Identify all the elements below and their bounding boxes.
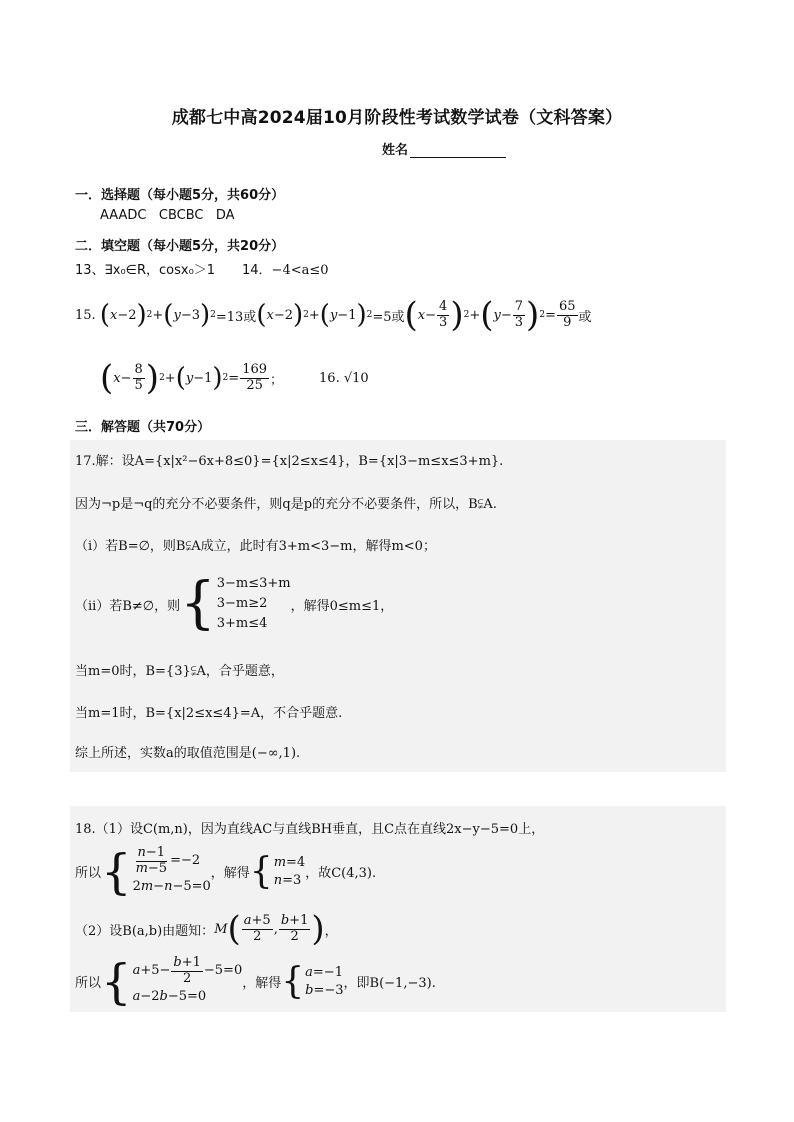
page-title: 成都七中高2024届10月阶段性考试数学试卷（文科答案） bbox=[171, 108, 623, 128]
answer-14-number: 14． bbox=[242, 263, 272, 278]
answer-14-value: −4<a≤0 bbox=[271, 263, 329, 278]
p17-ineq-1: 3−m≤3+m bbox=[216, 576, 291, 591]
answer-15-number: 15. bbox=[75, 307, 96, 323]
p18-result-1: ，故C(4,3). bbox=[305, 866, 377, 881]
p17-line-4 bbox=[75, 571, 394, 637]
p17-ineq-3: 3+m≤4 bbox=[216, 616, 268, 632]
p17-line-5: 当m=0时，B={3}⫋A，合乎题意， bbox=[75, 664, 284, 679]
p17-case-2-label: （ii）若B≠∅，则 bbox=[75, 598, 181, 614]
answer-15-line-2: ( x − $\frac{8}{5}$ ) 2 + ( y −1 ) 2 = $\frac{169}{25}$ ； 16. √10 bbox=[100, 358, 369, 398]
problem-17-block bbox=[70, 440, 726, 772]
p18-line-4: 所以 { a +5− $\frac{b+1}{2}$ −5=0 a −2 b −5=0 ，解得 { a=−1 b=−3 ，即B(−1,−3). bbox=[75, 953, 436, 1010]
p18-line-2: 所以 { $\frac{n-1}{m-5}$ =−2 2 m − n −5=0 ，解得 { m=4 n=3 ，故C(4,3). bbox=[75, 843, 377, 900]
choice-answers: AAADC CBCBC DA bbox=[100, 208, 235, 223]
p17-inequality-system: { 3−m≤3+m 3−m≥2 3+m≤4 bbox=[180, 571, 291, 637]
p18-solve-label-2: ，解得 bbox=[242, 976, 282, 991]
answer-16: 16. √10 bbox=[319, 370, 369, 386]
answer-15-line-1: 15. ( x −2 ) 2 + ( y −3 ) 2 =13或 ( x −2 ) 2 + ( y −1 ) 2 =5或 ( x − $\frac{4}{3}$ ) 2 + ( y − $\frac{7}{3}$ ) 2 = $\frac{65}{9}$ 或 bbox=[75, 295, 592, 335]
p17-ineq-2: 3−m≥2 bbox=[216, 596, 268, 612]
p18-line-3: （2）设B(a,b)由题知： M ( $\frac{a+5}{2}$ , $\frac{b+1}{2}$ ) ， bbox=[75, 909, 338, 949]
p17-line-6: 当m=1时，B={x|2≤x≤4}=A，不合乎题意. bbox=[75, 706, 343, 721]
p17-case-2-result: ，解得0≤m≤1， bbox=[290, 598, 394, 614]
section-2-heading: 二．填空题（每小题5分，共20分） bbox=[75, 239, 285, 254]
p18-result-2: ，即B(−1,−3). bbox=[343, 976, 436, 991]
p18-solve-label-1: ，解得 bbox=[210, 866, 250, 881]
problem-18-block bbox=[70, 806, 726, 1012]
answer-14 bbox=[242, 259, 329, 278]
p18-line-1: 18.（1）设C(m,n)，因为直线AC与直线BH垂直，且C点在直线2x−y−5=0上， bbox=[75, 822, 545, 837]
answer-13: 13、∃x₀∈R，cosx₀＞1 bbox=[75, 263, 216, 278]
name-underline bbox=[410, 144, 506, 158]
p18-part-2-intro: （2）设B(a,b)由题知： bbox=[75, 923, 215, 939]
p17-line-1: 17.解：设A={x|x²−6x+8≤0}={x|2≤x≤4}，B={x|3−m≤x≤3+m}. bbox=[75, 454, 504, 469]
p17-line-7: 综上所述，实数a的取值范围是(−∞,1). bbox=[75, 746, 301, 761]
name-label: 姓名 bbox=[382, 143, 409, 158]
name-field bbox=[382, 139, 506, 158]
p18-so-label-2: 所以 bbox=[75, 976, 102, 991]
p17-line-2: 因为¬p是¬q的充分不必要条件，则q是p的充分不必要条件，所以，B⫋A. bbox=[75, 497, 497, 512]
section-1-heading: 一．选择题（每小题5分，共60分） bbox=[75, 188, 285, 203]
p17-line-3: （i）若B=∅，则B⫋A成立，此时有3+m<3−m，解得m<0； bbox=[75, 539, 436, 554]
p18-so-label: 所以 bbox=[75, 866, 102, 881]
section-3-heading: 三．解答题（共70分） bbox=[75, 420, 211, 435]
